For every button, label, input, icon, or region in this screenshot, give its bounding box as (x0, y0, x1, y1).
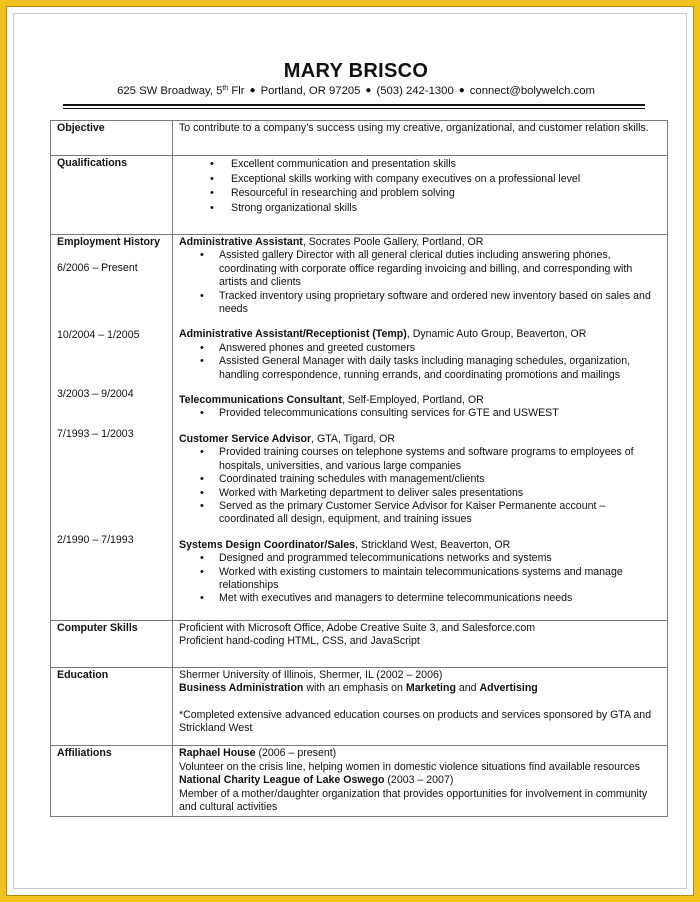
list-item: • Met with executives and managers to determine telecommunications needs (219, 592, 662, 605)
contact-line (6, 85, 700, 97)
job-title: Telecommunications Consultant (179, 394, 342, 407)
job-bullets (179, 446, 662, 526)
qualifications-list (179, 157, 662, 215)
list-item: • Provided telecommunications consulting services for GTE and USWEST (219, 407, 662, 420)
affiliation-title: Raphael House (2006 – present) (179, 747, 337, 760)
education-row (51, 667, 668, 746)
job-dates: 7/1993 – 1/2003 (57, 427, 134, 440)
list-item: • Strong organizational skills (231, 201, 662, 216)
list-item: • Assisted General Manager with daily tasks including managing schedules, organization, handling correspondence, running errands, and coordinating promotions and mailings (219, 355, 662, 382)
list-item: • Worked with existing customers to maintain telecommunications systems and manage relationships (219, 566, 662, 593)
job-org: , GTA, Tigard, OR (311, 432, 396, 445)
objective-text: To contribute to a company’s success using my creative, organizational, and customer relation skills. (173, 121, 668, 156)
education-note: *Completed extensive advanced education courses on products and services sponsored by GTA and Strickland West (179, 708, 652, 734)
job-org: , Self-Employed, Portland, OR (341, 394, 484, 407)
job-title: Administrative Assistant/Receptionist (Temp) (179, 328, 407, 341)
affiliation-desc: Member of a mother/daughter organization that provides opportunities for involvement in community and cultural activities (179, 787, 648, 813)
affiliation-title: National Charity League of Lake Oswego (2003 – 2007) (179, 774, 454, 787)
job-entry (179, 433, 662, 527)
resume-name: MARY BRISCO (283, 60, 429, 82)
job-bullets (179, 552, 662, 606)
list-item: • Assisted gallery Director with all general clerical duties including answering phones, coordinating with corporate office regarding invoicing and billing, and corresponding with artists and clients (219, 249, 662, 289)
employment-row (51, 235, 668, 621)
job-title: Administrative Assistant (179, 236, 303, 248)
list-item: • Provided training courses on telephone systems and software programs to employees of hospitals, universities, and various large companies (219, 446, 662, 473)
separator-dot: ● (249, 85, 256, 96)
section-label: Employment History (57, 236, 161, 248)
list-item: • Worked with Marketing department to deliver sales presentations (219, 487, 662, 500)
job-title: Systems Design Coordinator/Sales (179, 538, 356, 551)
list-item: • Designed and programmed telecommunications networks and systems (219, 552, 662, 565)
job-dates: 3/2003 – 9/2004 (57, 388, 134, 401)
job-dates: 2/1990 – 7/1993 (57, 534, 134, 547)
city: Portland, OR 97205 (260, 85, 361, 97)
section-label: Objective (51, 121, 173, 156)
job-entry (179, 236, 662, 316)
computer-skills-row (51, 620, 668, 667)
section-label: Education (51, 667, 173, 746)
job-org: , Strickland West, Beaverton, OR (355, 538, 511, 551)
separator-dot: ● (365, 85, 372, 96)
skills-line: Proficient with Microsoft Office, Adobe Creative Suite 3, and Salesforce.com (179, 621, 536, 634)
affiliation-desc: Volunteer on the crisis line, helping women in domestic violence situations find available resources (179, 760, 641, 773)
qualifications-row (51, 156, 668, 235)
job-title: Customer Service Advisor (179, 432, 312, 445)
resume-table (50, 120, 668, 817)
employment-content (173, 235, 668, 621)
education-content (173, 667, 668, 746)
objective-row (51, 121, 668, 156)
list-item: • Resourceful in researching and problem solving (231, 186, 662, 201)
job-bullets (179, 407, 662, 420)
section-label: Affiliations (51, 746, 173, 817)
job-dates: 6/2006 – Present (57, 262, 138, 275)
job-entry (179, 539, 662, 618)
degree: Business Administration with an emphasis on Marketing and Advertising (179, 682, 538, 695)
list-item: • Tracked inventory using proprietary software and ordered new inventory based on sales and needs (219, 290, 662, 317)
job-bullets (179, 249, 662, 316)
qualifications-content (173, 156, 668, 235)
employment-label-cell (51, 235, 173, 621)
job-org: , Dynamic Auto Group, Beaverton, OR (406, 328, 587, 341)
list-item: • Answered phones and greeted customers (219, 342, 662, 355)
section-label: Computer Skills (51, 620, 173, 667)
school: Shermer University of Illinois, Shermer, IL (2002 – 2006) (179, 668, 443, 681)
job-entry (179, 328, 662, 382)
affiliations-content (173, 746, 668, 817)
list-item: • Coordinated training schedules with management/clients (219, 473, 662, 486)
list-item: • Served as the primary Customer Service Advisor for Kaiser Permanente account – coordinated all design, equipment, and training issues (219, 500, 662, 527)
phone: (503) 242-1300 (376, 85, 454, 97)
job-org: , Socrates Poole Gallery, Portland, OR (302, 236, 484, 248)
separator-dot: ● (458, 85, 465, 96)
computer-skills-content (173, 620, 668, 667)
email-link[interactable]: connect@bolywelch.com (469, 85, 595, 97)
header-rule-thin (63, 108, 645, 109)
address: 625 SW Broadway, 5th Flr (117, 85, 245, 97)
skills-line: Proficient hand-coding HTML, CSS, and JavaScript (179, 635, 420, 648)
job-bullets (179, 342, 662, 382)
list-item: • Excellent communication and presentation skills (231, 157, 662, 172)
affiliations-row (51, 746, 668, 817)
header-rule (63, 104, 645, 106)
section-label: Qualifications (51, 156, 173, 235)
job-dates: 10/2004 – 1/2005 (57, 328, 140, 341)
list-item: • Exceptional skills working with company executives on a professional level (231, 172, 662, 187)
job-entry (179, 394, 662, 421)
